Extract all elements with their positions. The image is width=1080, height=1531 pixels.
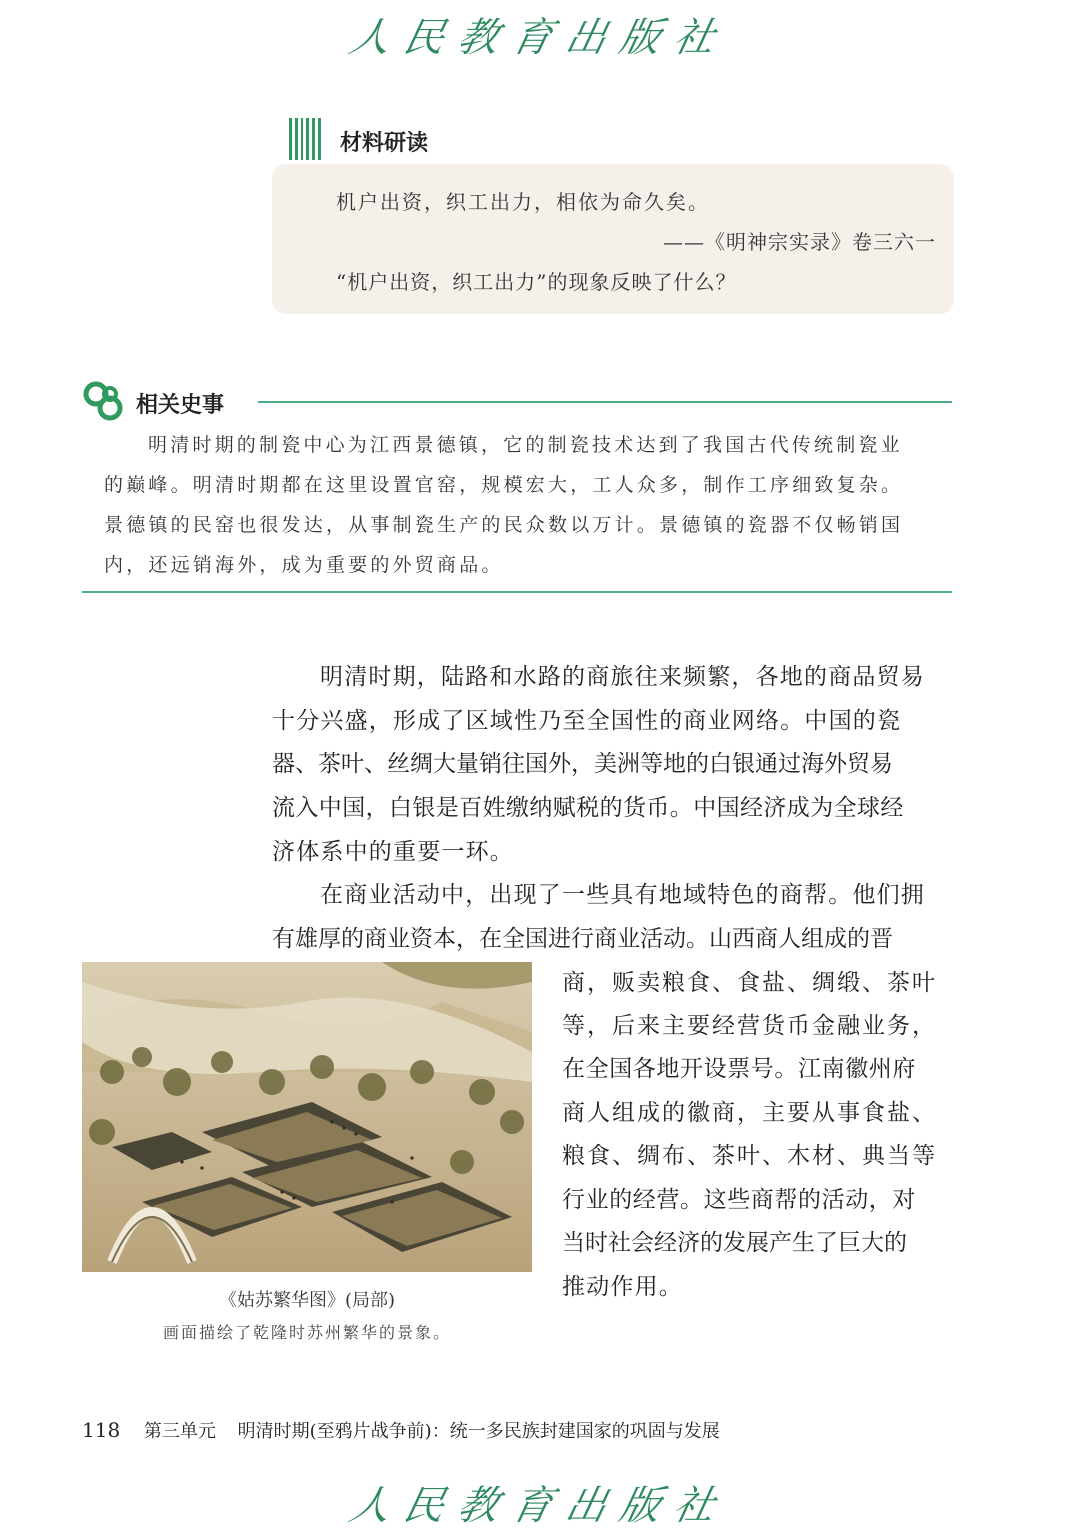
- material-icon: [289, 118, 321, 160]
- related-line: 的巅峰。明清时期都在这里设置官窑，规模宏大，工人众多，制作工序细致复杂。: [104, 474, 904, 496]
- page-number: 118: [82, 1418, 121, 1442]
- footer-chapter: 明清时期(至鸦片战争前)：统一多民族封建国家的巩固与发展: [237, 1421, 720, 1442]
- figure-caption-description: 画面描绘了乾隆时苏州繁华的景象。: [162, 1323, 451, 1342]
- body-line: 行业的经营。这些商帮的活动，对: [562, 1187, 916, 1213]
- material-quote: 机户出资，织工出力，相依为命久矣。: [336, 190, 710, 214]
- body-line: 器、茶叶、丝绸大量销往国外，美洲等地的白银通过海外贸易: [272, 751, 893, 777]
- body-line: 十分兴盛，形成了区域性乃至全国性的商业网络。中国的瓷: [272, 708, 902, 734]
- page-footer: [82, 1417, 720, 1443]
- body-line: 商，贩卖粮食、食盐、绸缎、茶叶: [562, 970, 937, 996]
- related-line: 内，还远销海外，成为重要的外贸商品。: [104, 554, 504, 576]
- body-line: 明清时期，陆路和水路的商旅往来频繁，各地的商品贸易: [320, 664, 925, 690]
- body-line: 在商业活动中，出现了一些具有地域特色的商帮。他们拥: [320, 882, 925, 908]
- footer-unit: 第三单元: [143, 1421, 216, 1442]
- material-question: “机户出资，织工出力”的现象反映了什么？: [336, 270, 737, 294]
- related-line: 明清时期的制瓷中心为江西景德镇，它的制瓷技术达到了我国古代传统制瓷业: [148, 434, 903, 456]
- publisher-logo: 人民教育出版社: [345, 1483, 734, 1529]
- publisher-logo: 人民教育出版社: [345, 15, 734, 61]
- body-line: 有雄厚的商业资本，在全国进行商业活动。山西商人组成的晋: [272, 926, 893, 952]
- divider: [82, 591, 952, 593]
- material-title: 材料研读: [340, 131, 429, 156]
- body-line: 在全国各地开设票号。江南徽州府: [562, 1056, 916, 1082]
- related-history-title: 相关史事: [136, 393, 225, 418]
- divider: [258, 401, 952, 403]
- body-line: 推动作用。: [562, 1274, 683, 1300]
- figure-caption-title: 《姑苏繁华图》(局部): [218, 1290, 396, 1311]
- body-line: 等，后来主要经营货币金融业务，: [562, 1013, 937, 1039]
- body-line: 当时社会经济的发展产生了巨大的: [562, 1230, 907, 1256]
- body-line: 粮食、绸布、茶叶、木材、典当等: [562, 1143, 937, 1169]
- body-line: 流入中国，白银是百姓缴纳赋税的货币。中国经济成为全球经: [272, 795, 904, 821]
- material-source: ——《明神宗实录》卷三六一: [663, 230, 936, 254]
- body-line: 济体系中的重要一环。: [272, 839, 514, 865]
- related-line: 景德镇的民窑也很发达，从事制瓷生产的民众数以万计。景德镇的瓷器不仅畅销国: [104, 514, 904, 536]
- body-line: 商人组成的徽商，主要从事食盐、: [562, 1100, 937, 1126]
- gusu-painting-image: [82, 962, 532, 1272]
- related-history-icon: [82, 380, 124, 422]
